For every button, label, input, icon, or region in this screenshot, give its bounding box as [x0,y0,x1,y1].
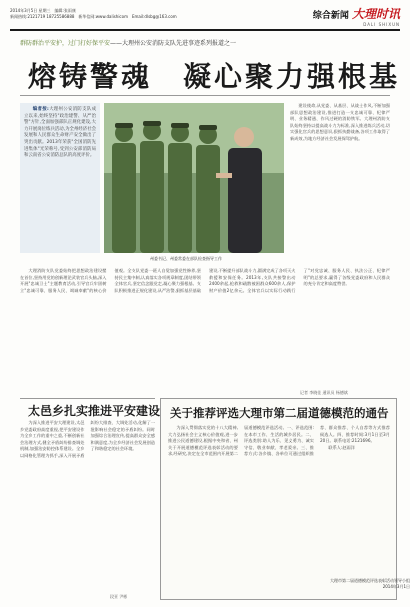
headline-divider [20,95,390,96]
editor-note-box [20,103,100,253]
photo-illustration [104,103,284,253]
article-byline: 记者 李晓佳 通讯员 杨德斌 [300,390,348,395]
notice-signature: 大理市第二届道德模范评选表彰活动领导小组 [330,578,410,583]
right-column-text [290,103,390,265]
headline: 熔铸警魂 凝心聚力强根基 [28,60,401,93]
taiyi-article-byline: 段亚 尹彬 [110,594,128,599]
notice-body [168,425,390,575]
masthead-brand [313,5,400,27]
taiyi-article-title: 太邑乡扎实推进平安建设 [28,404,161,418]
contact-line: 新闻热线:2121719 18725586888 新华信网:www.dalishicom Email:dlsbg@163.com [10,14,177,19]
lower-divider [20,398,155,399]
editor-note-title: 编者按: [32,107,49,112]
notice-contact: 联系人:赵雨洋 [328,444,355,450]
masthead-info [10,8,177,20]
taiyi-article-paragraph: 为深入推进平安大理建设,太邑乡党委政府高度重视,把平安建设作为全乡工作的重中之重,不断创新社会治理方式,健全矛盾纠纷排查调处机制,加强治安防控体系建设。全乡以网格化管理为抓手,深入开展矛盾纠纷大排查、大调处活动,化解了一批影响社会稳定的矛盾纠纷。同时加强综合治理宣传,提高群众安全感和满意度,为全乡经济社会发展创造了和谐稳定的社会环境。 [20,420,155,458]
notice-signature-block [330,578,410,590]
kicker-text: 群防群治平安护，过门打好保平安 [20,40,111,47]
kicker [20,38,236,47]
notice-date: 2014年3月1日 [382,584,410,589]
editor-note-text: 大理州公安消防支队成立以来,始终坚持"政治建警、从严治警"方针,全面加强部队正规化建设,大力开展岗位练兵活动,为全州经济社会发展和人民群众生命财产安全做出了突出贡献。2013年荣获"全国消防先进集体"光荣称号,受到公安部消防局和云南省公安消防总队的高度评价。 [24,107,96,159]
brand-logo: 大理时讯 [351,7,400,21]
masthead [10,5,400,31]
news-photo [104,103,284,253]
taiyi-article-body [20,420,155,590]
date-line: 2014年3月5日 星期三 编辑:张雨康 [10,8,76,13]
kicker-subtext: ——大理州公安消防支队先进事迹系列报道之一 [110,40,237,47]
photo-caption: 州委书记、州委常委在部队检查指导工作 [150,256,222,261]
article-body [20,268,390,388]
right-column-paragraph: 建设使命,从党委、从基层、从战士作风,不断加强部队思想政治建设,推进打造一支忠诚可靠、纪律严明、业务精通、作风过硬的消防铁军。大理州消防支队始终坚持以提高战斗力为标准,深入推进练兵活动,切实强化官兵的思想意识,狠抓执勤战备,各项工作取得了新成效,为地方经济社会发展保驾护航。 [290,103,390,141]
section-label: 综合新闻 [312,11,349,21]
notice-paragraph: 为深入贯彻落实党的十八大精神,大力弘扬社会主义核心价值观,进一步推进公民道德建设,根据中央和省、州关于开展道德模范评选表彰活动的要求,经研究,决定在全市范围内开展第二届道德模范评选活动。一、评选范围:在本市工作、生活的城乡居民。二、评选类别:助人为乐、见义勇为、诚实守信、敬业奉献、孝老爱亲。三、推荐方式:各乡镇、各单位可通过组织推荐、群众推荐、个人自荐等方式推荐候选人。四、推荐时间:3月1日至3月20日。联系电话:2121696。 [168,425,390,457]
notice-title: 关于推荐评选大理市第二届道德模范的通告 [170,406,389,420]
article-paragraph: 大理消防支队党委始终把思想政治建设摆在首位,坚持用党的创新理论武装官兵头脑,深入开展"忠诚卫士"主题教育活动,引导官兵牢固树立"忠诚可靠、服务人民、竭诚奉献"的核心价值观。全支队党委一班人自觉加强党性修养,坚持民主集中制,认真落实各项规章制度,团结带领全体官兵,坚定信念跟党走,凝心聚力强根基。支队积极推进正规化建设,从严治警,狠抓基层基础建设,不断提升部队战斗力,圆满完成了各项灭火救援和安保任务。2013年,支队共接警出动2400余起,抢救和疏散被困群众600余人,保护财产价值2亿余元。全体官兵以实际行动践行了"对党忠诚、服务人民、执法公正、纪律严明"的总要求,赢得了各级党委政府和人民群众的充分肯定和高度赞誉。 [20,268,390,293]
editor-note [20,103,100,164]
brand-pinyin: DALI SHIXUN [363,22,400,27]
